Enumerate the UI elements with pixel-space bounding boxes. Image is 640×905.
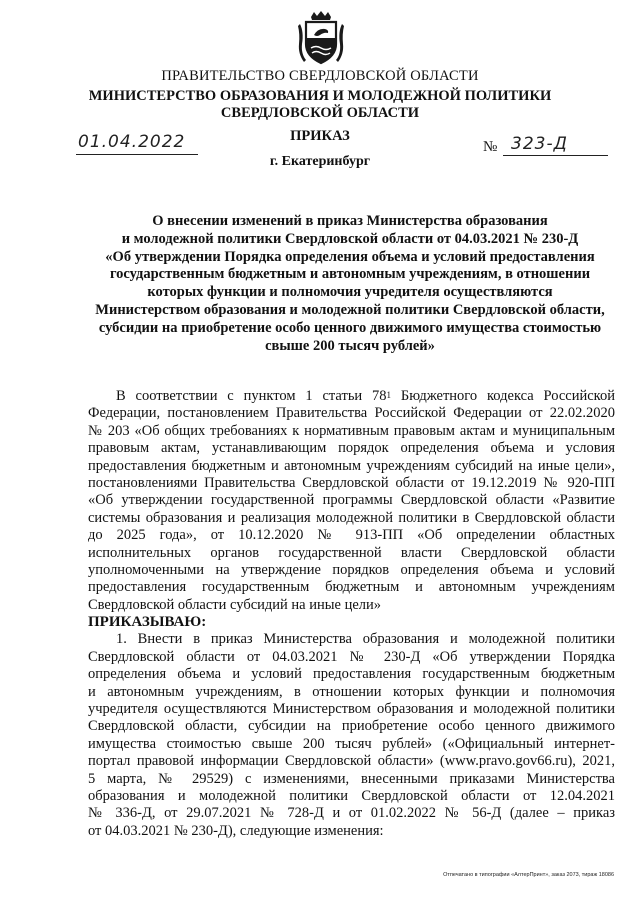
preamble-line: «Об утверждении государственной программы Свердловской области «Развитие (88, 492, 615, 509)
document-type: ПРИКАЗ (290, 128, 350, 144)
printing-footer: Отпечатано в типографии «АлтерПринт», заказ 2073, тираж 18086 (443, 872, 614, 878)
preamble-line: постановлениями Правительства Свердловской области от 19.12.2019 № 920-ПП (88, 474, 615, 491)
ministry-name: МИНИСТЕРСТВО ОБРАЗОВАНИЯ И МОЛОДЕЖНОЙ ПОЛИТИКИ (88, 88, 552, 104)
item1-line: 1. Внести в приказ Министерства образования и молодежной политики (116, 631, 615, 648)
item1-line: 5 марта, № 29529) с изменениями, внесенными приказами Министерства (88, 770, 615, 787)
title-line: которых функции и полномочия учредителя осуществляются (147, 284, 553, 301)
footnote-superscript: 1 (386, 390, 392, 400)
order-number-handwritten: 323-Д (511, 134, 568, 154)
preamble-line: В соответствии с пунктом 1 статьи $78^1$ Бюджетного кодекса Российской (116, 388, 615, 404)
item1-line: учредителя осуществляются Министерством образования и молодежной политики (88, 701, 615, 718)
preamble-line: исполнительных органов государственной власти Свердловской области (88, 544, 615, 561)
title-line: свыше 200 тысяч рублей» (265, 337, 435, 354)
item1-line: Свердловской области, субсидии на приобретение особо ценного движимого (88, 718, 615, 735)
item1-line: образования и молодежной политики Свердловской области от 12.04.2021 (88, 787, 615, 804)
order-date-field (76, 132, 198, 155)
city-name: г. Екатеринбург (269, 154, 371, 169)
preamble-line: предоставления бюджетным и автономным учреждениям субсидий на иные цели», (88, 457, 615, 474)
preamble-line: системы образования и реализация молодежной политики в Свердловской области (88, 509, 615, 526)
title-line: и молодежной политики Свердловской области от 04.03.2021 № 230-Д (121, 230, 579, 247)
preamble-line: Федерации, постановлением Правительства Российской Федерации от 22.02.2020 (88, 405, 615, 422)
order-word: ПРИКАЗЫВАЮ: (88, 614, 207, 631)
title-line: О внесении изменений в приказ Министерства образования (152, 213, 548, 229)
title-line: государственным бюджетным и автономным учреждениям, в отношении (109, 266, 591, 283)
preamble-line: Свердловской области субсидий на иные цели» (88, 596, 382, 613)
preamble-line: до 2025 года», от 10.12.2020 № 913-ПП «Об определении областных (88, 527, 615, 544)
item1-line: и автономным учреждениям, в отношении которых функции и полномочия (88, 683, 615, 700)
preamble-paragraph (88, 388, 615, 840)
title-line: Министерством образования и молодежной политики Свердловской области, (95, 301, 605, 318)
item1-line: № 336-Д, от 29.07.2021 № 728-Д и от 01.02.2022 № 56-Д (далее – приказ (88, 805, 615, 822)
item1-line: портал правовой информации Свердловской области» (www.pravo.gov66.ru), 2021, (88, 753, 615, 770)
preamble-line: предоставления государственным бюджетным и автономным учреждениям (88, 579, 615, 596)
item1-line: Свердловской области от 04.03.2021 № 230-Д «Об утверждении Порядка (88, 648, 615, 665)
item1-line: определения объема и условий предоставления государственным бюджетным (88, 666, 615, 683)
preamble-line: правовым актам, устанавливающим порядок определения объема и условия (88, 440, 615, 457)
order-date-handwritten: 01.04.2022 (78, 132, 186, 152)
preamble-line: № 203 «Об общих требованиях к нормативным правовым актам и муниципальным (88, 422, 615, 439)
item1-line: имущества стоимостью свыше 200 тысяч рублей» («Официальный интернет- (88, 735, 615, 752)
item1-line: от 04.03.2021 № 230-Д), следующие изменения: (88, 822, 384, 839)
order-title (80, 213, 620, 355)
order-number-label: № (483, 139, 498, 155)
government-name: ПРАВИТЕЛЬСТВО СВЕРДЛОВСКОЙ ОБЛАСТИ (161, 68, 479, 84)
title-line: «Об утверждении Порядка определения объема и условий предоставления (105, 248, 595, 265)
coat-of-arms-icon (298, 10, 344, 66)
title-line: субсидии на приобретение особо ценного движимого имущества стоимостью (98, 319, 602, 336)
preamble-line: уполномоченными на утверждение порядков определения объема и условий (88, 561, 615, 578)
ministry-name-continued: СВЕРДЛОВСКОЙ ОБЛАСТИ (220, 105, 420, 121)
